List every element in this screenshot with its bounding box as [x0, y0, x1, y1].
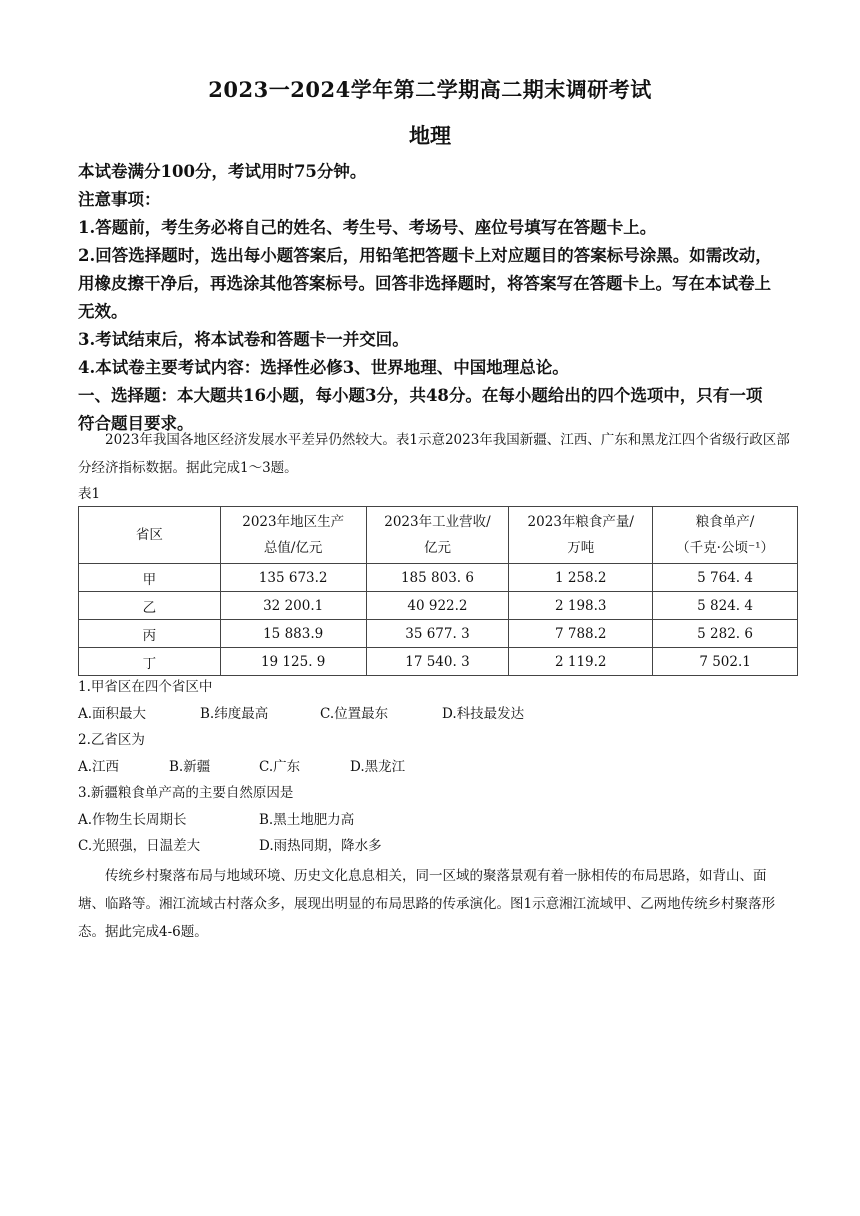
table-cell: 甲: [79, 564, 221, 592]
table-cell: 2 198.3: [509, 592, 653, 620]
exam-title: 2023一2024学年第二学期高二期末调研考试: [208, 77, 652, 102]
table-cell: 5 282. 6: [653, 620, 798, 648]
passage-2: 传统乡村聚落布局与地域环境、历史文化息息相关，同一区域的聚落景观有着一脉相传的布局思路，如背山、面塘、临路等。湘江流域古村落众多，展现出明显的布局思路的传承演化。图1示意湘江流域甲、乙两地传统乡村聚落形态。据此完成4-6题。: [78, 868, 776, 940]
table-row: [79, 564, 798, 592]
table-cell: 32 200.1: [220, 592, 366, 620]
option: D.科技最发达: [442, 705, 525, 722]
table-cell: 135 673.2: [220, 564, 366, 592]
question-options: [78, 754, 790, 781]
question-stem: 2.乙省区为: [78, 732, 145, 748]
option: A.作物生长周期长: [78, 811, 187, 828]
question-stem: 3.新疆粮食单产高的主要自然原因是: [78, 785, 294, 801]
option: B.新疆: [169, 758, 211, 775]
question-options: [78, 701, 790, 728]
table-cell: 乙: [79, 592, 221, 620]
notice-item: 2.回答选择题时，选出每小题答案后，用铅笔把答题卡上对应题目的答案标号涂黑。如需改动，用橡皮擦干净后，再选涂其他答案标号。回答非选择题时，将答案写在答题卡上。写在本试卷上无效。: [78, 246, 772, 321]
option: C.广东: [259, 758, 301, 775]
option: B.黑土地肥力高: [259, 811, 355, 828]
table-cell: 2 119.2: [509, 648, 653, 676]
table-cell: 丁: [79, 648, 221, 676]
table-cell: 丙: [79, 620, 221, 648]
table-cell: 7 502.1: [653, 648, 798, 676]
table-label: 表1: [78, 486, 101, 502]
option: C.光照强，日温差大: [78, 838, 201, 854]
table-cell: 19 125. 9: [220, 648, 366, 676]
option: A.面积最大: [78, 705, 147, 722]
subject-title: 地理: [409, 123, 451, 148]
option: D.雨热同期，降水多: [259, 838, 382, 854]
option: C.位置最东: [320, 705, 389, 722]
option: B.纬度最高: [200, 705, 269, 722]
table-row: [79, 592, 798, 620]
table-cell: 1 258.2: [509, 564, 653, 592]
notice-item: 3.考试结束后，将本试卷和答题卡一并交回。: [78, 330, 409, 349]
notice-heading: 注意事项：: [78, 190, 161, 209]
section-heading: 一、选择题：本大题共16小题，每小题3分，共48分。在每小题给出的四个选项中，只有一项符合题目要求。: [78, 386, 763, 433]
table-cell: 7 788.2: [509, 620, 653, 648]
table-cell: 40 922.2: [366, 592, 509, 620]
header-cell: 粮食单产/ （千克·公顷⁻¹）: [653, 507, 798, 564]
table-cell: 15 883.9: [220, 620, 366, 648]
questions-block: [78, 674, 790, 860]
table-row: [79, 648, 798, 676]
instructions-block: [78, 158, 778, 438]
header-cell: 省区: [79, 507, 221, 564]
data-table: [78, 506, 798, 676]
header-cell: 2023年地区生产 总值/亿元: [220, 507, 366, 564]
table-cell: 35 677. 3: [366, 620, 509, 648]
header-cell: 2023年工业营收/ 亿元: [366, 507, 509, 564]
table-cell: 5 824. 4: [653, 592, 798, 620]
notice-item: 1.答题前，考生务必将自己的姓名、考生号、考场号、座位号填写在答题卡上。: [78, 218, 657, 237]
table-cell: 185 803. 6: [366, 564, 509, 592]
table-cell: 5 764. 4: [653, 564, 798, 592]
table-cell: 17 540. 3: [366, 648, 509, 676]
question-options: [78, 833, 790, 860]
header-cell: 2023年粮食产量/ 万吨: [509, 507, 653, 564]
table-header-row: [79, 507, 798, 564]
option: A.江西: [78, 758, 120, 775]
question-options: [78, 807, 790, 834]
table-row: [79, 620, 798, 648]
option: D.黑龙江: [350, 758, 406, 775]
score-line: 本试卷满分100分，考试用时75分钟。: [78, 162, 367, 181]
question-stem: 1.甲省区在四个省区中: [78, 679, 213, 695]
passage-1: 2023年我国各地区经济发展水平差异仍然较大。表1示意2023年我国新疆、江西、广东和黑龙江四个省级行政区部分经济指标数据。据此完成1～3题。: [78, 432, 790, 476]
notice-item: 4.本试卷主要考试内容：选择性必修3、世界地理、中国地理总论。: [78, 358, 569, 377]
